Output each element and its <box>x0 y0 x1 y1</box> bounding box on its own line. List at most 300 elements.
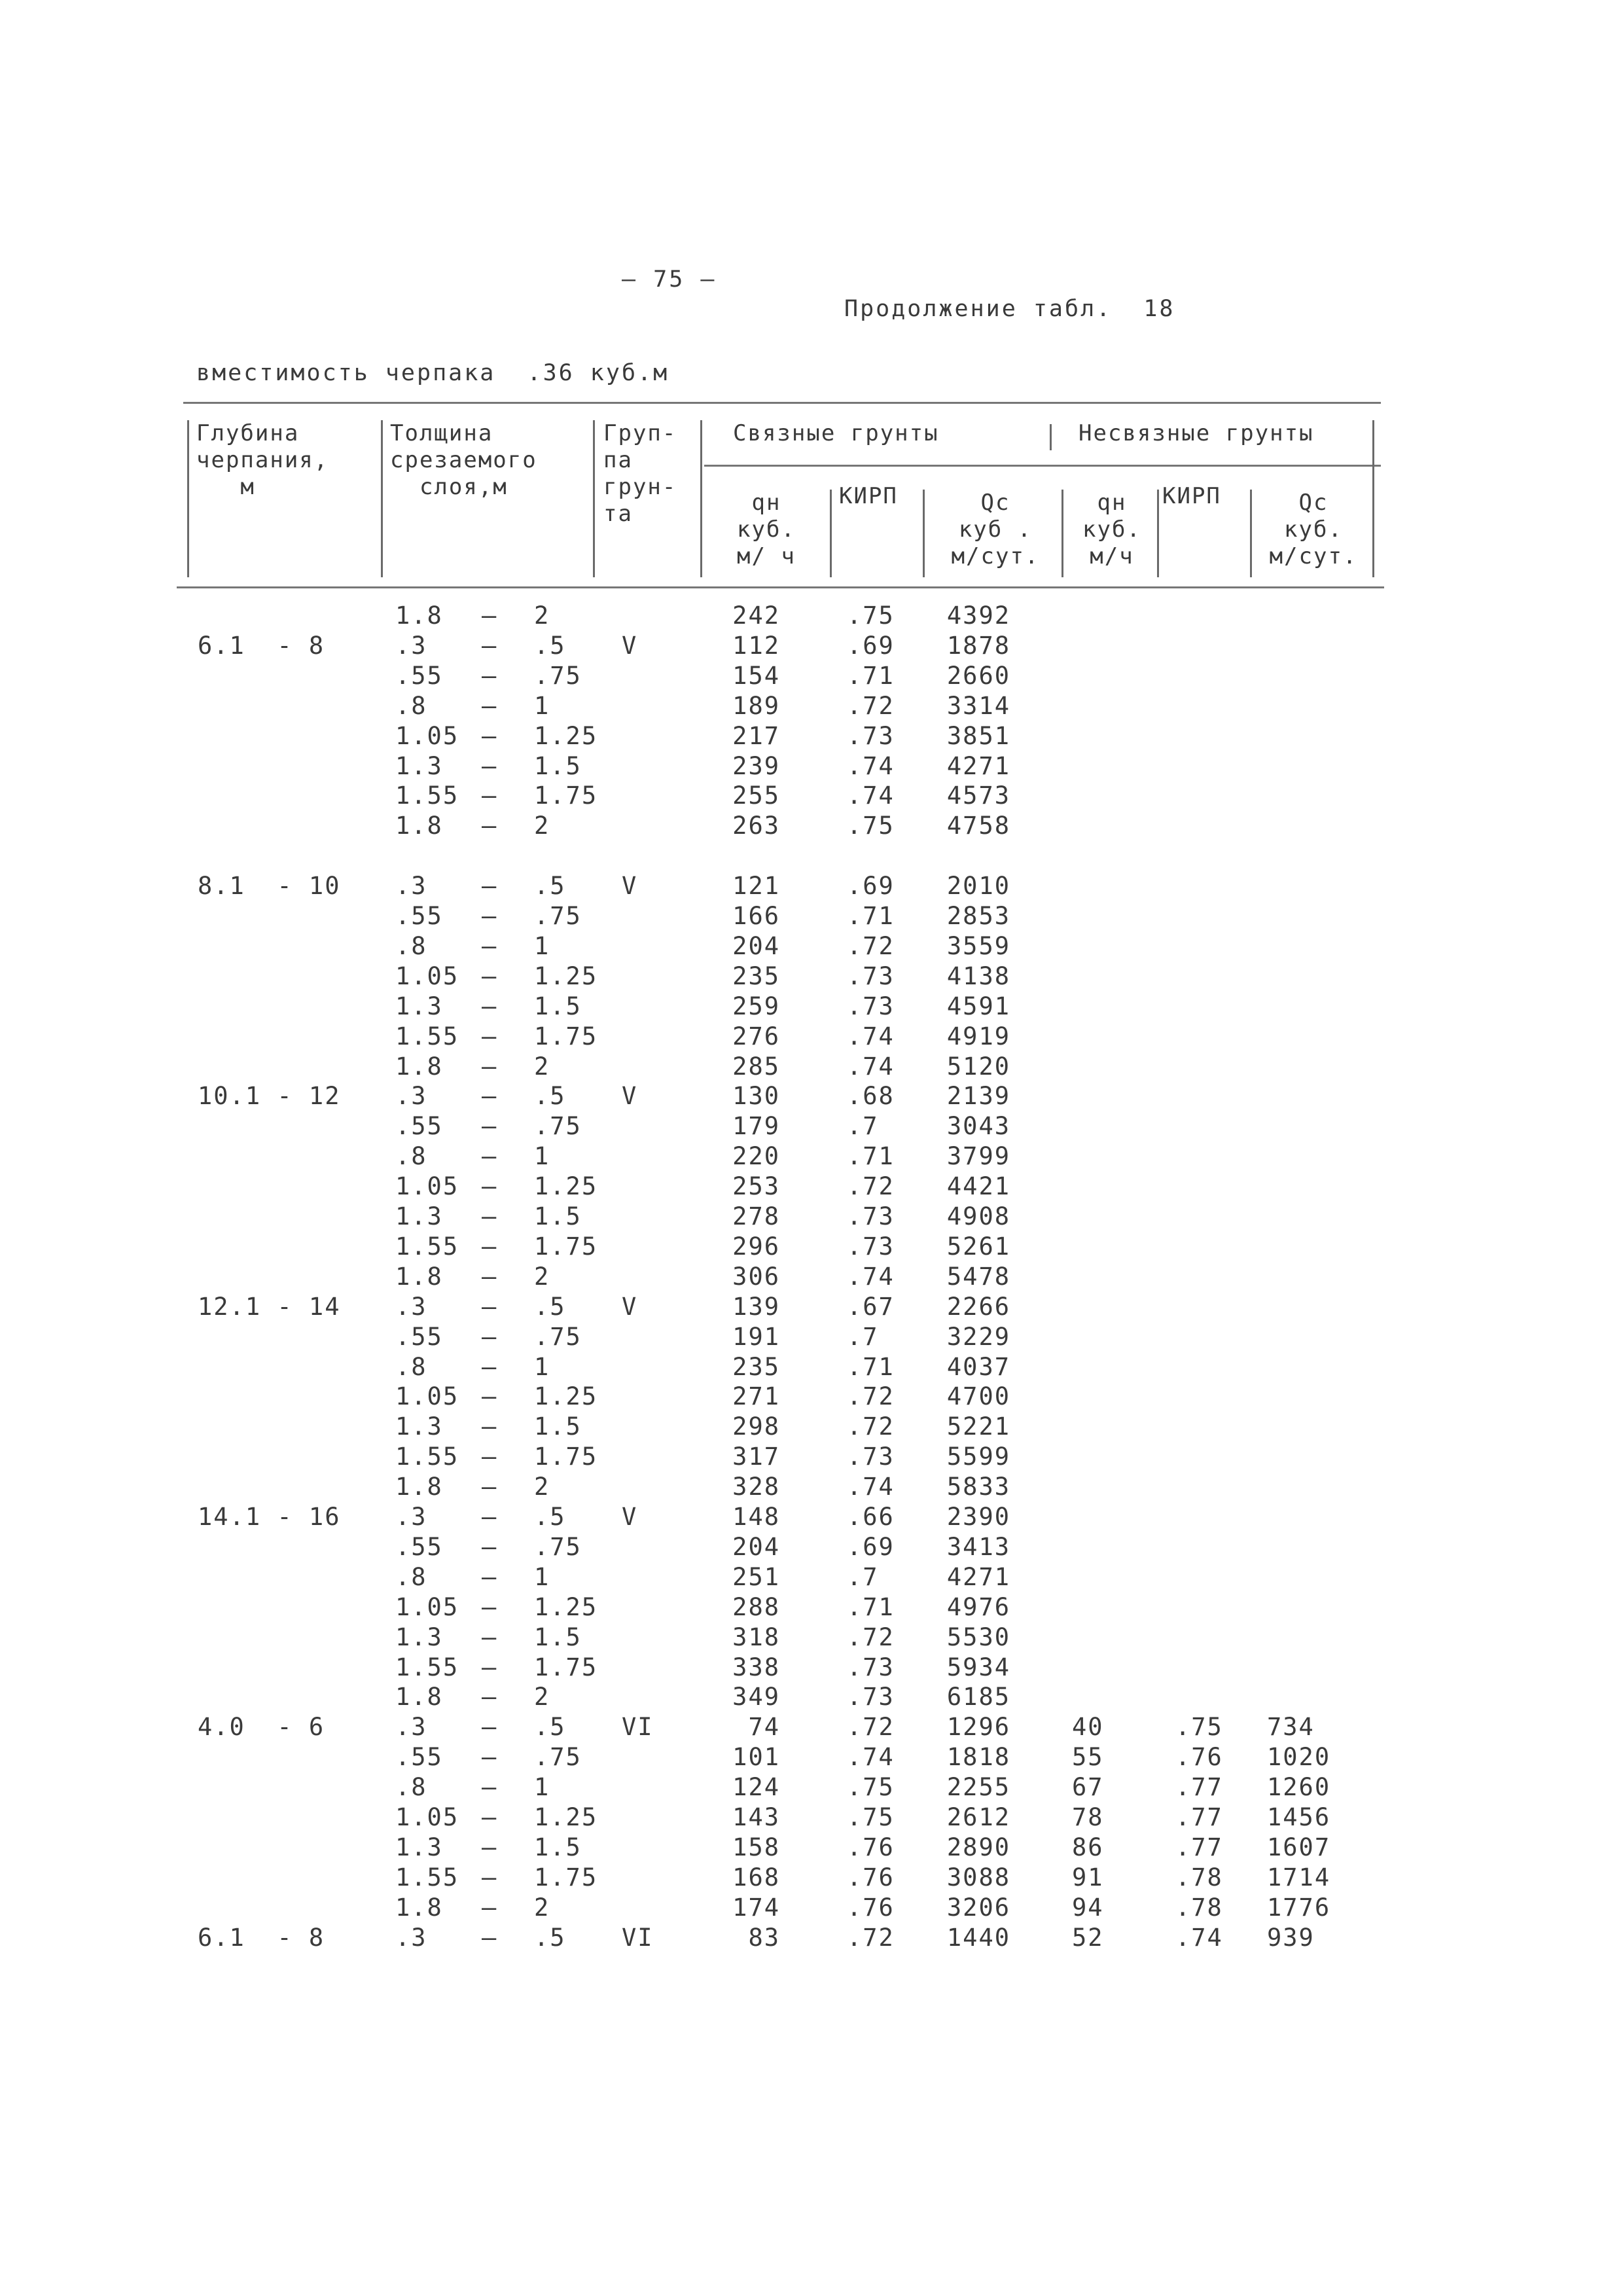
cell-cohesive-qc: 4908 <box>946 1202 1010 1230</box>
cell-thickness-from: 1.05 <box>395 1382 459 1410</box>
cell-cohesive-qn: 235 <box>732 962 780 990</box>
cell-depth: 12.1 - 14 <box>198 1293 341 1321</box>
cell-thickness-dash: – <box>482 872 498 900</box>
cell-thickness-from: 1.05 <box>395 962 459 990</box>
cell-thickness-dash: – <box>482 1353 498 1381</box>
cell-cohesive-qn: 154 <box>732 662 780 690</box>
cell-thickness-from: .55 <box>395 902 443 930</box>
cell-thickness-to: .5 <box>534 1082 566 1110</box>
noncohesive-qc-header: Qc куб. м/сут. <box>1269 490 1358 569</box>
cell-thickness-dash: – <box>482 1773 498 1801</box>
cell-cohesive-kirp: .73 <box>847 1232 895 1261</box>
cell-cohesive-qc: 3851 <box>946 722 1010 750</box>
cell-cohesive-qc: 2390 <box>946 1503 1010 1531</box>
cell-cohesive-qn: 168 <box>732 1863 780 1892</box>
cell-thickness-from: .55 <box>395 662 443 690</box>
cell-cohesive-qn: 101 <box>732 1743 780 1771</box>
cell-cohesive-qn: 143 <box>732 1803 780 1831</box>
cell-noncohesive-kirp: .75 <box>1175 1713 1223 1741</box>
cell-noncohesive-qn: 86 <box>1072 1833 1104 1861</box>
cell-cohesive-qc: 2612 <box>946 1803 1010 1831</box>
cell-noncohesive-qc: 1776 <box>1267 1893 1331 1922</box>
cell-thickness-to: .75 <box>534 1533 582 1561</box>
cell-noncohesive-qc: 734 <box>1267 1713 1315 1741</box>
header-vline <box>1250 490 1252 577</box>
cell-thickness-dash: – <box>482 1293 498 1321</box>
cell-cohesive-qn: 285 <box>732 1052 780 1081</box>
cell-thickness-dash: – <box>482 1833 498 1861</box>
noncohesive-qn-header: qн куб. м/ч <box>1082 490 1141 569</box>
cell-noncohesive-kirp: .77 <box>1175 1803 1223 1831</box>
cell-cohesive-kirp: .71 <box>847 1353 895 1381</box>
cell-thickness-to: 1.25 <box>534 1172 598 1200</box>
cell-cohesive-kirp: .73 <box>847 1443 895 1471</box>
cell-thickness-to: 1 <box>534 1353 550 1381</box>
cell-cohesive-kirp: .76 <box>847 1863 895 1892</box>
cell-thickness-dash: – <box>482 1893 498 1922</box>
cell-noncohesive-qn: 67 <box>1072 1773 1104 1801</box>
cell-cohesive-qn: 255 <box>732 781 780 810</box>
cell-cohesive-kirp: .73 <box>847 1202 895 1230</box>
cell-cohesive-qc: 5833 <box>946 1473 1010 1501</box>
cell-cohesive-qn: 349 <box>732 1683 780 1711</box>
cell-thickness-dash: – <box>482 662 498 690</box>
cell-cohesive-qc: 2853 <box>946 902 1010 930</box>
cell-cohesive-kirp: .69 <box>847 872 895 900</box>
cell-cohesive-kirp: .73 <box>847 1683 895 1711</box>
cohesive-qn-header: qн куб. м/ ч <box>737 490 796 569</box>
cell-thickness-from: 1.3 <box>395 1202 443 1230</box>
cell-thickness-from: .55 <box>395 1323 443 1351</box>
cell-cohesive-kirp: .72 <box>847 1412 895 1441</box>
cell-thickness-to: 1 <box>534 932 550 960</box>
cell-thickness-from: .3 <box>395 632 427 660</box>
cell-cohesive-kirp: .71 <box>847 662 895 690</box>
cell-cohesive-qn: 204 <box>732 1533 780 1561</box>
cell-thickness-to: 1.25 <box>534 1382 598 1410</box>
header-bottom-rule <box>177 586 1384 588</box>
header-vline <box>1050 424 1052 450</box>
cell-cohesive-qc: 1440 <box>946 1924 1010 1952</box>
cell-thickness-to: .5 <box>534 872 566 900</box>
cell-thickness-dash: – <box>482 1112 498 1140</box>
cell-thickness-to: 1.25 <box>534 1803 598 1831</box>
cell-thickness-dash: – <box>482 601 498 630</box>
cell-cohesive-qc: 2660 <box>946 662 1010 690</box>
cell-thickness-dash: – <box>482 932 498 960</box>
cell-thickness-to: 2 <box>534 1263 550 1291</box>
cell-cohesive-qc: 5221 <box>946 1412 1010 1441</box>
cell-cohesive-qc: 4758 <box>946 812 1010 840</box>
bucket-capacity-label: вместимость черпака .36 куб.м <box>196 360 669 386</box>
cell-depth: 4.0 - 6 <box>198 1713 325 1741</box>
cell-cohesive-kirp: .74 <box>847 781 895 810</box>
cell-thickness-dash: – <box>482 1623 498 1651</box>
cell-cohesive-qc: 5261 <box>946 1232 1010 1261</box>
cell-cohesive-kirp: .76 <box>847 1893 895 1922</box>
cell-cohesive-qc: 5599 <box>946 1443 1010 1471</box>
cell-cohesive-qc: 5530 <box>946 1623 1010 1651</box>
cell-thickness-to: 1 <box>534 692 550 720</box>
cell-cohesive-qn: 166 <box>732 902 780 930</box>
header-vline <box>1372 420 1374 577</box>
cell-soil-group: VI <box>622 1924 654 1952</box>
cell-noncohesive-qc: 1260 <box>1267 1773 1331 1801</box>
header-vline <box>1061 490 1063 577</box>
cell-thickness-dash: – <box>482 1172 498 1200</box>
cell-thickness-dash: – <box>482 1142 498 1170</box>
cell-cohesive-qc: 3043 <box>946 1112 1010 1140</box>
cell-thickness-to: 1.75 <box>534 1863 598 1892</box>
cell-thickness-to: .75 <box>534 662 582 690</box>
cell-thickness-from: .55 <box>395 1112 443 1140</box>
cell-cohesive-qc: 4700 <box>946 1382 1010 1410</box>
cell-thickness-dash: – <box>482 1052 498 1081</box>
cell-thickness-to: 1.25 <box>534 962 598 990</box>
cell-cohesive-qn: 130 <box>732 1082 780 1110</box>
cell-cohesive-qc: 1296 <box>946 1713 1010 1741</box>
cell-cohesive-kirp: .75 <box>847 812 895 840</box>
cell-thickness-from: 1.8 <box>395 1683 443 1711</box>
cell-cohesive-kirp: .7 <box>847 1323 879 1351</box>
header-vline <box>1157 490 1159 577</box>
cell-cohesive-qc: 1878 <box>946 632 1010 660</box>
cell-thickness-to: .75 <box>534 1743 582 1771</box>
cell-thickness-from: 1.3 <box>395 752 443 780</box>
cell-thickness-from: 1.8 <box>395 1473 443 1501</box>
cell-noncohesive-qn: 78 <box>1072 1803 1104 1831</box>
cell-thickness-dash: – <box>482 1924 498 1952</box>
cell-thickness-to: 1.5 <box>534 992 582 1020</box>
cell-depth: 6.1 - 8 <box>198 632 325 660</box>
cell-thickness-from: 1.55 <box>395 1022 459 1050</box>
cell-cohesive-qc: 5934 <box>946 1653 1010 1681</box>
noncohesive-kirp-header: КИРП <box>1162 483 1221 509</box>
cell-thickness-dash: – <box>482 1412 498 1441</box>
cell-cohesive-qn: 220 <box>732 1142 780 1170</box>
cell-noncohesive-qn: 52 <box>1072 1924 1104 1952</box>
cell-noncohesive-qn: 40 <box>1072 1713 1104 1741</box>
cell-thickness-from: .3 <box>395 1924 427 1952</box>
cell-thickness-dash: – <box>482 1563 498 1591</box>
cell-thickness-to: 2 <box>534 1683 550 1711</box>
column-header-thickness: Толщина срезаемого слоя,м <box>390 420 537 500</box>
cell-cohesive-kirp: .67 <box>847 1293 895 1321</box>
cell-cohesive-qn: 239 <box>732 752 780 780</box>
cohesive-kirp-header: КИРП <box>839 483 898 509</box>
cell-noncohesive-qc: 1607 <box>1267 1833 1331 1861</box>
cell-cohesive-kirp: .72 <box>847 1382 895 1410</box>
header-vline <box>593 420 595 577</box>
cell-thickness-from: 1.3 <box>395 992 443 1020</box>
cell-cohesive-qc: 3088 <box>946 1863 1010 1892</box>
cell-thickness-dash: – <box>482 1653 498 1681</box>
cell-cohesive-qc: 5120 <box>946 1052 1010 1081</box>
cell-thickness-from: 1.55 <box>395 1863 459 1892</box>
cell-thickness-to: 1.5 <box>534 752 582 780</box>
cell-cohesive-qn: 263 <box>732 812 780 840</box>
cell-thickness-from: .3 <box>395 872 427 900</box>
cell-thickness-from: 1.55 <box>395 781 459 810</box>
noncohesive-soils-header: Несвязные грунты <box>1079 420 1314 446</box>
cell-thickness-from: .55 <box>395 1743 443 1771</box>
cell-thickness-from: .8 <box>395 692 427 720</box>
cell-thickness-dash: – <box>482 1503 498 1531</box>
cell-cohesive-qn: 242 <box>732 601 780 630</box>
table-continuation-label: Продолжение табл. 18 <box>844 296 1175 322</box>
cell-thickness-from: 1.8 <box>395 1263 443 1291</box>
cell-cohesive-kirp: .71 <box>847 1142 895 1170</box>
cell-cohesive-kirp: .68 <box>847 1082 895 1110</box>
cell-cohesive-qn: 328 <box>732 1473 780 1501</box>
cell-cohesive-qc: 2010 <box>946 872 1010 900</box>
cell-noncohesive-kirp: .77 <box>1175 1833 1223 1861</box>
cell-cohesive-qc: 4919 <box>946 1022 1010 1050</box>
cell-thickness-dash: – <box>482 1022 498 1050</box>
cell-thickness-dash: – <box>482 1232 498 1261</box>
cell-thickness-dash: – <box>482 632 498 660</box>
cell-thickness-to: 1.75 <box>534 1022 598 1050</box>
cell-thickness-to: .5 <box>534 1713 566 1741</box>
cell-soil-group: VI <box>622 1713 654 1741</box>
cell-cohesive-kirp: .72 <box>847 932 895 960</box>
cell-thickness-dash: – <box>482 1713 498 1741</box>
cell-thickness-dash: – <box>482 781 498 810</box>
cell-thickness-dash: – <box>482 812 498 840</box>
cell-cohesive-kirp: .73 <box>847 1653 895 1681</box>
cell-thickness-from: 1.8 <box>395 812 443 840</box>
cell-cohesive-kirp: .76 <box>847 1833 895 1861</box>
cell-thickness-dash: – <box>482 722 498 750</box>
cell-thickness-from: .8 <box>395 1563 427 1591</box>
cell-cohesive-qc: 3799 <box>946 1142 1010 1170</box>
cell-depth: 8.1 - 10 <box>198 872 341 900</box>
cell-thickness-to: .5 <box>534 1503 566 1531</box>
cell-thickness-from: .3 <box>395 1713 427 1741</box>
cell-cohesive-qn: 74 <box>748 1713 780 1741</box>
cell-cohesive-qn: 189 <box>732 692 780 720</box>
cell-thickness-dash: – <box>482 1382 498 1410</box>
cell-cohesive-kirp: .74 <box>847 752 895 780</box>
cell-thickness-dash: – <box>482 1683 498 1711</box>
cell-thickness-to: 1.25 <box>534 722 598 750</box>
cell-cohesive-kirp: .7 <box>847 1563 879 1591</box>
cell-cohesive-qn: 179 <box>732 1112 780 1140</box>
cell-thickness-from: .3 <box>395 1503 427 1531</box>
cell-noncohesive-qn: 94 <box>1072 1893 1104 1922</box>
cell-thickness-to: 2 <box>534 1473 550 1501</box>
page-number: — 75 — <box>622 266 717 293</box>
cell-cohesive-qn: 298 <box>732 1412 780 1441</box>
cell-depth: 10.1 - 12 <box>198 1082 341 1110</box>
cell-cohesive-kirp: .75 <box>847 601 895 630</box>
cell-cohesive-qn: 148 <box>732 1503 780 1531</box>
cell-depth: 14.1 - 16 <box>198 1503 341 1531</box>
cell-thickness-dash: – <box>482 1473 498 1501</box>
cell-thickness-from: 1.8 <box>395 1052 443 1081</box>
cell-cohesive-kirp: .72 <box>847 1713 895 1741</box>
cell-thickness-from: .55 <box>395 1533 443 1561</box>
header-vline <box>381 420 383 577</box>
cell-thickness-dash: – <box>482 1202 498 1230</box>
cell-cohesive-qc: 6185 <box>946 1683 1010 1711</box>
cell-cohesive-qc: 3314 <box>946 692 1010 720</box>
cell-cohesive-kirp: .72 <box>847 1623 895 1651</box>
cell-noncohesive-qn: 91 <box>1072 1863 1104 1892</box>
cell-cohesive-qn: 296 <box>732 1232 780 1261</box>
cell-cohesive-qn: 317 <box>732 1443 780 1471</box>
cell-cohesive-qn: 259 <box>732 992 780 1020</box>
cell-cohesive-qc: 4421 <box>946 1172 1010 1200</box>
cell-cohesive-qc: 3413 <box>946 1533 1010 1561</box>
cell-thickness-to: 1.5 <box>534 1623 582 1651</box>
cell-thickness-from: 1.05 <box>395 1593 459 1621</box>
cell-cohesive-kirp: .69 <box>847 632 895 660</box>
cell-noncohesive-kirp: .78 <box>1175 1893 1223 1922</box>
cell-depth: 6.1 - 8 <box>198 1924 325 1952</box>
cell-cohesive-qn: 271 <box>732 1382 780 1410</box>
cell-thickness-to: 1.25 <box>534 1593 598 1621</box>
cell-thickness-dash: – <box>482 1533 498 1561</box>
cell-cohesive-qn: 276 <box>732 1022 780 1050</box>
cell-thickness-dash: – <box>482 1743 498 1771</box>
cell-thickness-dash: – <box>482 692 498 720</box>
cell-noncohesive-kirp: .74 <box>1175 1924 1223 1952</box>
cohesive-soils-header: Связные грунты <box>733 420 939 446</box>
cell-thickness-from: .3 <box>395 1293 427 1321</box>
cell-cohesive-qn: 83 <box>748 1924 780 1952</box>
cell-thickness-dash: – <box>482 1443 498 1471</box>
cell-thickness-from: 1.55 <box>395 1232 459 1261</box>
cell-thickness-to: .75 <box>534 1112 582 1140</box>
cell-thickness-to: .75 <box>534 902 582 930</box>
cell-thickness-dash: – <box>482 1263 498 1291</box>
cell-cohesive-qn: 158 <box>732 1833 780 1861</box>
cell-soil-group: V <box>622 1503 638 1531</box>
cell-thickness-dash: – <box>482 1082 498 1110</box>
cell-thickness-to: .5 <box>534 1924 566 1952</box>
cell-thickness-to: 2 <box>534 812 550 840</box>
cell-thickness-dash: – <box>482 1323 498 1351</box>
cell-cohesive-kirp: .74 <box>847 1473 895 1501</box>
cell-cohesive-kirp: .72 <box>847 692 895 720</box>
cell-cohesive-kirp: .74 <box>847 1263 895 1291</box>
cell-cohesive-kirp: .72 <box>847 1924 895 1952</box>
cell-thickness-from: 1.3 <box>395 1833 443 1861</box>
cell-cohesive-kirp: .72 <box>847 1172 895 1200</box>
cell-cohesive-qn: 338 <box>732 1653 780 1681</box>
header-top-rule <box>183 402 1381 404</box>
cell-cohesive-qc: 5478 <box>946 1263 1010 1291</box>
cell-thickness-from: 1.8 <box>395 1893 443 1922</box>
cell-thickness-to: 1 <box>534 1142 550 1170</box>
cell-thickness-dash: – <box>482 992 498 1020</box>
cell-cohesive-qc: 4591 <box>946 992 1010 1020</box>
cell-noncohesive-qc: 1456 <box>1267 1803 1331 1831</box>
cell-cohesive-qn: 139 <box>732 1293 780 1321</box>
cell-cohesive-qc: 4037 <box>946 1353 1010 1381</box>
cell-noncohesive-kirp: .78 <box>1175 1863 1223 1892</box>
cell-thickness-to: 1.5 <box>534 1833 582 1861</box>
cell-thickness-to: .75 <box>534 1323 582 1351</box>
cell-cohesive-qn: 191 <box>732 1323 780 1351</box>
cell-cohesive-qn: 278 <box>732 1202 780 1230</box>
cell-cohesive-qc: 3559 <box>946 932 1010 960</box>
cell-thickness-from: 1.05 <box>395 1803 459 1831</box>
cell-noncohesive-kirp: .76 <box>1175 1743 1223 1771</box>
cell-noncohesive-qc: 939 <box>1267 1924 1315 1952</box>
cell-thickness-dash: – <box>482 902 498 930</box>
cell-cohesive-kirp: .75 <box>847 1773 895 1801</box>
cell-cohesive-kirp: .73 <box>847 962 895 990</box>
cell-thickness-from: .3 <box>395 1082 427 1110</box>
cell-cohesive-kirp: .74 <box>847 1743 895 1771</box>
cell-thickness-from: 1.55 <box>395 1653 459 1681</box>
cell-thickness-from: 1.55 <box>395 1443 459 1471</box>
cell-cohesive-kirp: .73 <box>847 992 895 1020</box>
cell-thickness-dash: – <box>482 752 498 780</box>
cell-soil-group: V <box>622 872 638 900</box>
cell-noncohesive-qc: 1714 <box>1267 1863 1331 1892</box>
cell-thickness-to: 1.75 <box>534 1443 598 1471</box>
header-vline <box>187 420 189 577</box>
cell-cohesive-qc: 2139 <box>946 1082 1010 1110</box>
cell-thickness-to: 2 <box>534 1893 550 1922</box>
cell-noncohesive-qn: 55 <box>1072 1743 1104 1771</box>
cell-cohesive-kirp: .74 <box>847 1022 895 1050</box>
cell-thickness-from: 1.3 <box>395 1623 443 1651</box>
cell-cohesive-kirp: .69 <box>847 1533 895 1561</box>
cell-cohesive-kirp: .71 <box>847 902 895 930</box>
cell-cohesive-qn: 204 <box>732 932 780 960</box>
header-vline <box>700 420 702 577</box>
cell-thickness-from: 1.3 <box>395 1412 443 1441</box>
header-vline <box>923 490 925 577</box>
cell-cohesive-qc: 4138 <box>946 962 1010 990</box>
cell-cohesive-qc: 4271 <box>946 1563 1010 1591</box>
cohesive-qc-header: Qc куб . м/сут. <box>951 490 1040 569</box>
cell-cohesive-qn: 288 <box>732 1593 780 1621</box>
cell-cohesive-qc: 4392 <box>946 601 1010 630</box>
cell-thickness-from: .8 <box>395 1142 427 1170</box>
cell-cohesive-kirp: .74 <box>847 1052 895 1081</box>
cell-cohesive-qn: 124 <box>732 1773 780 1801</box>
cell-thickness-from: 1.8 <box>395 601 443 630</box>
cell-cohesive-qc: 3206 <box>946 1893 1010 1922</box>
cell-cohesive-qc: 3229 <box>946 1323 1010 1351</box>
cell-soil-group: V <box>622 1082 638 1110</box>
cell-thickness-to: 1 <box>534 1563 550 1591</box>
cell-cohesive-kirp: .66 <box>847 1503 895 1531</box>
cell-cohesive-qn: 306 <box>732 1263 780 1291</box>
cell-noncohesive-kirp: .77 <box>1175 1773 1223 1801</box>
cell-thickness-to: 2 <box>534 1052 550 1081</box>
cell-thickness-from: .8 <box>395 1773 427 1801</box>
cell-thickness-to: 1.75 <box>534 1653 598 1681</box>
cell-cohesive-qc: 4271 <box>946 752 1010 780</box>
cell-cohesive-kirp: .7 <box>847 1112 879 1140</box>
cell-thickness-from: .8 <box>395 932 427 960</box>
cell-cohesive-qn: 251 <box>732 1563 780 1591</box>
cell-cohesive-qn: 174 <box>732 1893 780 1922</box>
cell-soil-group: V <box>622 632 638 660</box>
cell-thickness-from: 1.05 <box>395 722 459 750</box>
cell-cohesive-qc: 4976 <box>946 1593 1010 1621</box>
header-group-rule <box>704 465 1381 467</box>
cell-cohesive-kirp: .71 <box>847 1593 895 1621</box>
cell-thickness-to: .5 <box>534 632 566 660</box>
cell-thickness-dash: – <box>482 962 498 990</box>
